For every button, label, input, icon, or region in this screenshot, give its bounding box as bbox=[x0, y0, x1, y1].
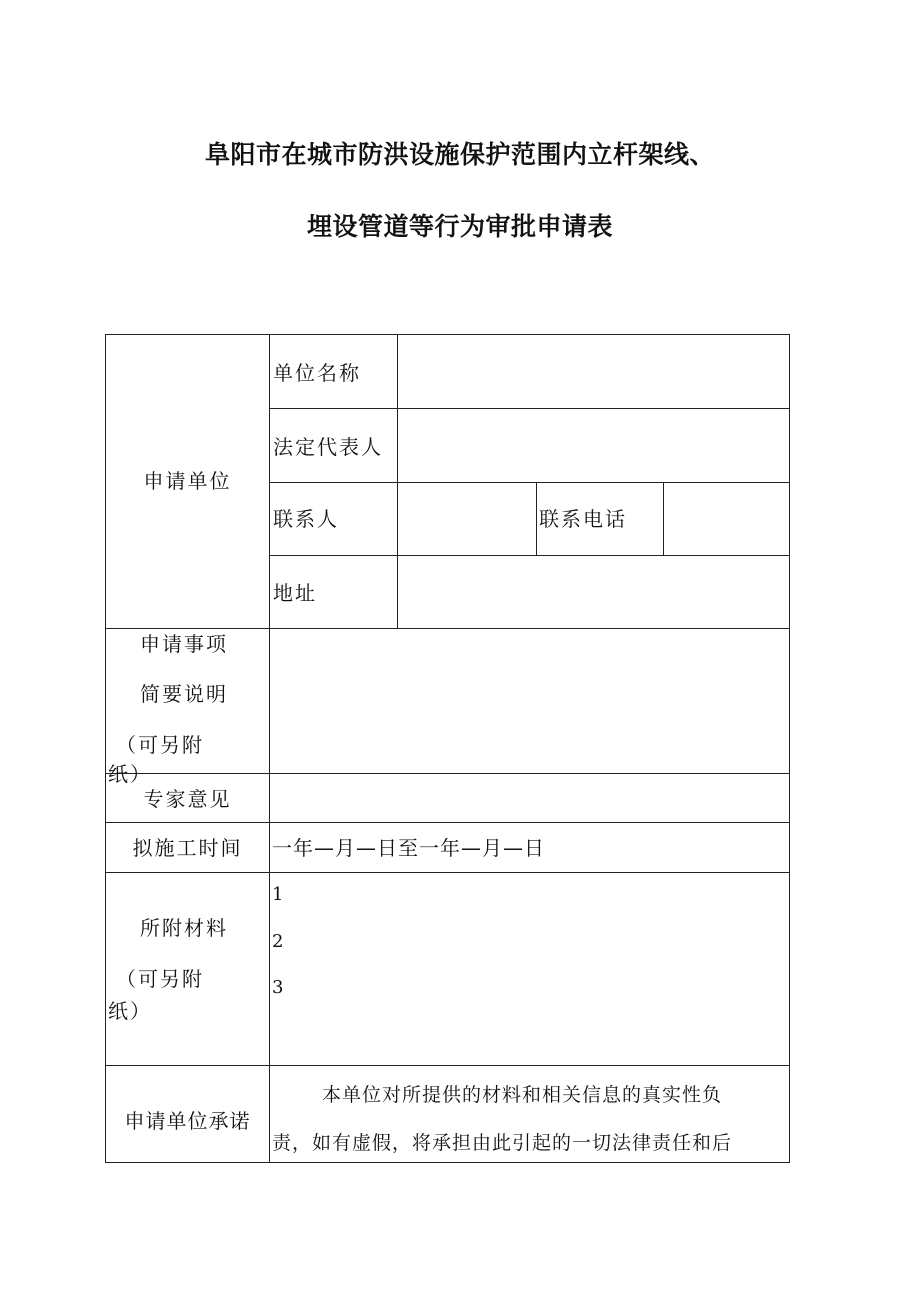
materials-label-line: 纸） bbox=[108, 999, 152, 1023]
legal-representative-label: 法定代表人 bbox=[273, 435, 383, 459]
address-label: 地址 bbox=[273, 581, 317, 605]
materials-label-line: （可另附 bbox=[116, 967, 204, 991]
matter-label-line: （可另附 bbox=[116, 733, 204, 757]
application-form-table bbox=[105, 334, 790, 1163]
construction-time-field[interactable]: 一年—月—日至一年—月—日 bbox=[272, 836, 545, 860]
expert-opinion-field[interactable] bbox=[270, 774, 790, 822]
commitment-label: 申请单位承诺 bbox=[124, 1109, 251, 1133]
unit-name-field[interactable] bbox=[398, 336, 790, 408]
commitment-text-line: 本单位对所提供的材料和相关信息的真实性负 bbox=[322, 1084, 723, 1106]
materials-label-line: 所附材料 bbox=[140, 916, 228, 940]
grid-line bbox=[106, 822, 790, 823]
address-field[interactable] bbox=[398, 556, 790, 628]
grid-line bbox=[106, 1065, 790, 1066]
contact-person-label: 联系人 bbox=[273, 507, 339, 531]
materials-item-1[interactable]: 1 bbox=[272, 884, 284, 905]
matter-label-line: 申请事项 bbox=[140, 632, 228, 656]
commitment-text-line: 责，如有虚假，将承担由此引起的一切法律责任和后 bbox=[272, 1132, 733, 1154]
matter-label-line: 纸） bbox=[108, 762, 152, 786]
applicant-section-label: 申请单位 bbox=[143, 469, 232, 493]
grid-line bbox=[536, 482, 537, 555]
matter-label-block bbox=[106, 629, 269, 786]
unit-name-label: 单位名称 bbox=[273, 361, 361, 385]
contact-phone-field[interactable] bbox=[664, 483, 790, 555]
contact-phone-label: 联系电话 bbox=[539, 507, 627, 531]
contact-person-field[interactable] bbox=[398, 483, 536, 555]
matter-label-line: 简要说明 bbox=[140, 682, 228, 706]
form-title-line-2: 埋设管道等行为审批申请表 bbox=[306, 212, 613, 241]
materials-item-2[interactable]: 2 bbox=[272, 931, 284, 952]
form-title-line-1: 阜阳市在城市防洪设施保护范围内立杆架线、 bbox=[204, 140, 715, 169]
grid-line bbox=[106, 872, 790, 873]
expert-opinion-label: 专家意见 bbox=[143, 787, 232, 811]
construction-time-label: 拟施工时间 bbox=[132, 836, 243, 860]
materials-item-3[interactable]: 3 bbox=[272, 977, 284, 998]
legal-representative-field[interactable] bbox=[398, 409, 790, 482]
matter-description-field[interactable] bbox=[270, 629, 790, 773]
